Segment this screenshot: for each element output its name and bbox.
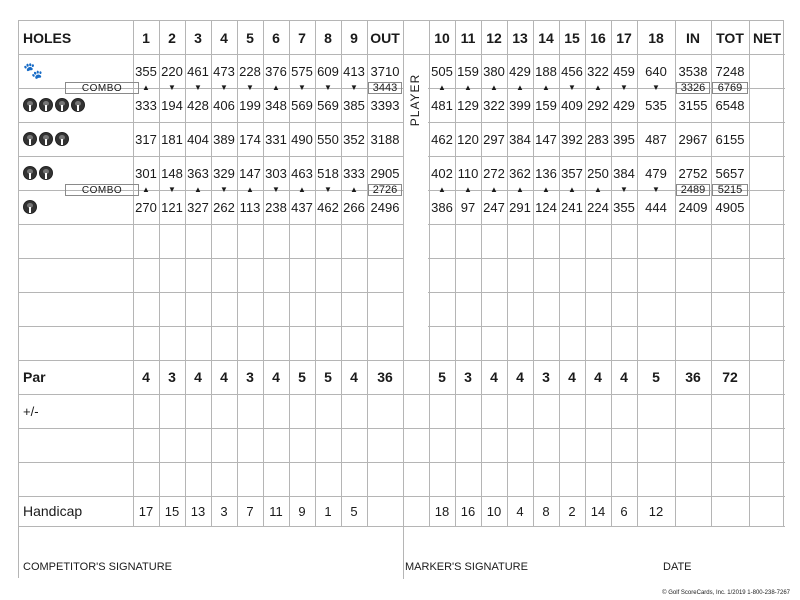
combo-arrow: ▼ (652, 83, 660, 92)
combo-arrow: ▼ (324, 83, 332, 92)
par-value: 4 (568, 369, 576, 385)
yardage: 461 (187, 63, 209, 79)
grid-vline (263, 21, 264, 526)
combo-arrow: ▲ (542, 185, 550, 194)
competitor-signature-label: COMPETITOR'S SIGNATURE (23, 561, 172, 573)
yardage: 250 (587, 165, 609, 181)
handicap-value: 17 (138, 503, 154, 519)
hole-number: 1 (142, 29, 150, 46)
par-in: 36 (685, 369, 701, 385)
yardage: 463 (291, 165, 313, 181)
tot-total: 7248 (715, 63, 745, 79)
yardage: 384 (613, 165, 635, 181)
yardage: 262 (213, 199, 235, 215)
grid-hline (19, 292, 785, 293)
handicap-value: 4 (516, 503, 524, 519)
tee-marker (23, 164, 123, 182)
yardage: 380 (483, 63, 505, 79)
in-header: IN (686, 29, 700, 46)
yardage: 292 (587, 97, 609, 113)
combo-arrow: ▼ (568, 83, 576, 92)
tree-icon (23, 200, 37, 214)
hole-number: 13 (512, 29, 528, 46)
par-value: 4 (516, 369, 524, 385)
combo-arrow: ▲ (350, 185, 358, 194)
yardage: 297 (483, 131, 505, 147)
grid-vline (159, 21, 160, 526)
par-out: 36 (377, 369, 393, 385)
hole-number: 18 (648, 29, 664, 46)
yardage: 406 (213, 97, 235, 113)
tree-icon (55, 98, 69, 112)
combo-arrow: ▲ (298, 185, 306, 194)
hole-number: 11 (460, 29, 476, 46)
grid-vline (367, 21, 368, 526)
hole-number: 17 (616, 29, 632, 46)
yardage: 322 (483, 97, 505, 113)
yardage: 322 (587, 63, 609, 79)
yardage: 333 (135, 97, 157, 113)
yardage: 352 (343, 131, 365, 147)
tree-icon (39, 98, 53, 112)
yardage: 609 (317, 63, 339, 79)
yardage: 329 (213, 165, 235, 181)
bear-paw-icon: 🐾 (23, 63, 43, 80)
combo-arrow: ▼ (620, 83, 628, 92)
yardage: 413 (343, 63, 365, 79)
grid-vline (237, 21, 238, 526)
combo-arrow: ▼ (620, 185, 628, 194)
yardage: 505 (431, 63, 453, 79)
tee-marker (23, 96, 123, 114)
yardage: 399 (509, 97, 531, 113)
yardage: 550 (317, 131, 339, 147)
grid-hline (19, 326, 785, 327)
yardage: 159 (457, 63, 479, 79)
handicap-label: Handicap (23, 503, 83, 519)
yardage: 462 (431, 131, 453, 147)
combo-tot: 6769 (712, 82, 748, 94)
par-value: 5 (324, 369, 332, 385)
yardage: 266 (343, 199, 365, 215)
combo-arrow: ▼ (220, 83, 228, 92)
combo-arrow: ▼ (168, 83, 176, 92)
grid-vline (315, 21, 316, 526)
yardage: 444 (645, 199, 667, 215)
combo-arrow: ▼ (652, 185, 660, 194)
yardage: 110 (457, 165, 479, 181)
yardage: 376 (265, 63, 287, 79)
handicap-value: 1 (324, 503, 332, 519)
grid-vline (185, 21, 186, 526)
yardage: 402 (431, 165, 453, 181)
tot-total: 6548 (715, 97, 745, 113)
grid-vline (711, 21, 712, 526)
combo-arrow: ▲ (464, 185, 472, 194)
grid-vline (533, 21, 534, 526)
yardage: 481 (431, 97, 453, 113)
in-total: 2752 (678, 165, 708, 181)
plus-minus-label: +/- (23, 403, 39, 419)
footer-divider (403, 526, 404, 579)
combo-arrow: ▲ (516, 83, 524, 92)
yardage: 317 (135, 131, 157, 147)
grid-hline (19, 54, 785, 55)
out-total: 3710 (370, 63, 400, 79)
hole-number: 16 (590, 29, 606, 46)
yardage: 389 (213, 131, 235, 147)
handicap-value: 2 (568, 503, 576, 519)
grid-vline (559, 21, 560, 526)
yardage: 301 (135, 165, 157, 181)
out-total: 3188 (370, 131, 400, 147)
handicap-value: 11 (269, 503, 283, 519)
yardage: 362 (509, 165, 531, 181)
combo-in: 2489 (676, 184, 710, 196)
yardage: 147 (535, 131, 557, 147)
marker-signature-label: MARKER'S SIGNATURE (405, 561, 528, 573)
yardage: 459 (613, 63, 635, 79)
yardage: 194 (161, 97, 183, 113)
par-label: Par (23, 369, 46, 385)
par-value: 4 (594, 369, 602, 385)
grid-hline (19, 428, 785, 429)
grid-vline (341, 21, 342, 526)
hole-number: 7 (298, 29, 306, 46)
yardage: 535 (645, 97, 667, 113)
combo-arrow: ▼ (168, 185, 176, 194)
yardage: 348 (265, 97, 287, 113)
grid-vline (481, 21, 482, 526)
handicap-value: 16 (460, 503, 476, 519)
yardage: 385 (343, 97, 365, 113)
yardage: 241 (561, 199, 583, 215)
yardage: 247 (483, 199, 505, 215)
handicap-value: 15 (164, 503, 180, 519)
yardage: 437 (291, 199, 313, 215)
par-value: 4 (194, 369, 202, 385)
out-total: 2496 (370, 199, 400, 215)
combo-arrow: ▲ (594, 185, 602, 194)
yardage: 429 (613, 97, 635, 113)
yardage: 333 (343, 165, 365, 181)
grid-vline (507, 21, 508, 526)
net-header: NET (753, 29, 781, 46)
tee-marker (23, 198, 123, 216)
in-total: 3155 (678, 97, 708, 113)
player-label: PLAYER (408, 73, 422, 127)
yardage: 147 (239, 165, 261, 181)
yardage: 224 (587, 199, 609, 215)
tree-icon (55, 132, 69, 146)
yardage: 136 (535, 165, 557, 181)
yardage: 174 (239, 131, 261, 147)
handicap-value: 7 (246, 503, 254, 519)
hole-number: 5 (246, 29, 254, 46)
tree-icon (23, 132, 37, 146)
yardage: 429 (509, 63, 531, 79)
yardage: 270 (135, 199, 157, 215)
yardage: 148 (161, 165, 183, 181)
yardage: 283 (587, 131, 609, 147)
yardage: 113 (239, 199, 261, 215)
yardage: 331 (265, 131, 287, 147)
handicap-value: 9 (298, 503, 306, 519)
combo-arrow: ▲ (142, 185, 150, 194)
yardage: 384 (509, 131, 531, 147)
yardage: 473 (213, 63, 235, 79)
tree-icon (23, 166, 37, 180)
par-value: 3 (542, 369, 550, 385)
tot-total: 4905 (715, 199, 745, 215)
yardage: 575 (291, 63, 313, 79)
hole-number: 14 (538, 29, 554, 46)
par-value: 4 (490, 369, 498, 385)
handicap-value: 14 (590, 503, 606, 519)
in-total: 3538 (678, 63, 708, 79)
tree-icon (71, 98, 85, 112)
copyright-text: © Golf ScoreCards, Inc. 1/2019 1-800-238-7267 (662, 590, 790, 596)
tot-total: 6155 (715, 131, 745, 147)
combo-out: 2726 (368, 184, 402, 196)
combo-arrow: ▲ (594, 83, 602, 92)
yardage: 199 (239, 97, 261, 113)
par-value: 4 (620, 369, 628, 385)
grid-vline (289, 21, 290, 526)
combo-arrow: ▲ (272, 83, 280, 92)
hole-number: 6 (272, 29, 280, 46)
yardage: 120 (457, 131, 479, 147)
tot-header: TOT (716, 29, 744, 46)
yardage: 327 (187, 199, 209, 215)
grid-hline (19, 258, 785, 259)
grid-vline (211, 21, 212, 526)
combo-arrow: ▲ (438, 83, 446, 92)
combo-arrow: ▼ (350, 83, 358, 92)
par-value: 4 (272, 369, 280, 385)
yardage: 272 (483, 165, 505, 181)
yardage: 456 (561, 63, 583, 79)
par-tot: 72 (722, 369, 738, 385)
tree-icon (23, 98, 37, 112)
out-total: 2905 (370, 165, 400, 181)
combo-label: COMBO (65, 82, 139, 94)
yardage: 220 (161, 63, 183, 79)
yardage: 228 (239, 63, 261, 79)
yardage: 181 (161, 131, 183, 147)
tot-total: 5657 (715, 165, 745, 181)
combo-arrow: ▲ (490, 83, 498, 92)
combo-arrow: ▼ (272, 185, 280, 194)
combo-arrow: ▲ (142, 83, 150, 92)
yardage: 518 (317, 165, 339, 181)
par-value: 3 (168, 369, 176, 385)
grid-hline (19, 224, 785, 225)
grid-vline (637, 21, 638, 526)
yardage: 121 (161, 199, 183, 215)
yardage: 355 (613, 199, 635, 215)
holes-label: HOLES (23, 29, 72, 46)
grid-vline (675, 21, 676, 526)
handicap-value: 8 (542, 503, 550, 519)
grid-vline (133, 21, 134, 526)
yardage: 428 (187, 97, 209, 113)
yardage: 129 (457, 97, 479, 113)
tee-marker (23, 130, 123, 148)
yardage: 640 (645, 63, 667, 79)
tee-marker (23, 62, 123, 80)
yardage: 303 (265, 165, 287, 181)
tree-icon (39, 132, 53, 146)
hole-number: 8 (324, 29, 332, 46)
hole-number: 3 (194, 29, 202, 46)
yardage: 479 (645, 165, 667, 181)
combo-arrow: ▼ (324, 185, 332, 194)
grid-vline (455, 21, 456, 526)
handicap-value: 10 (486, 503, 502, 519)
yardage: 355 (135, 63, 157, 79)
hole-number: 4 (220, 29, 228, 46)
grid-vline (585, 21, 586, 526)
scorecard (18, 20, 784, 578)
hole-number: 12 (486, 29, 502, 46)
par-value: 4 (350, 369, 358, 385)
handicap-value: 6 (620, 503, 628, 519)
par-value: 5 (438, 369, 446, 385)
grid-vline (611, 21, 612, 526)
handicap-value: 13 (190, 503, 206, 519)
par-value: 4 (220, 369, 228, 385)
grid-hline (19, 462, 785, 463)
yardage: 487 (645, 131, 667, 147)
combo-arrow: ▲ (194, 185, 202, 194)
yardage: 124 (535, 199, 557, 215)
hole-number: 2 (168, 29, 176, 46)
yardage: 569 (317, 97, 339, 113)
combo-arrow: ▲ (438, 185, 446, 194)
combo-out: 3443 (368, 82, 402, 94)
yardage: 386 (431, 199, 453, 215)
in-total: 2409 (678, 199, 708, 215)
date-label: DATE (663, 561, 692, 573)
handicap-value: 3 (220, 503, 228, 519)
out-total: 3393 (370, 97, 400, 113)
out-header: OUT (370, 29, 400, 46)
yardage: 395 (613, 131, 635, 147)
combo-arrow: ▼ (298, 83, 306, 92)
par-value: 4 (142, 369, 150, 385)
hole-number: 10 (434, 29, 450, 46)
combo-arrow: ▲ (542, 83, 550, 92)
handicap-value: 12 (648, 503, 664, 519)
combo-arrow: ▲ (490, 185, 498, 194)
combo-arrow: ▼ (246, 83, 254, 92)
grid-hline (19, 394, 785, 395)
grid-hline (19, 122, 785, 123)
par-value: 5 (652, 369, 660, 385)
yardage: 357 (561, 165, 583, 181)
yardage: 490 (291, 131, 313, 147)
yardage: 392 (561, 131, 583, 147)
par-value: 3 (464, 369, 472, 385)
combo-arrow: ▼ (220, 185, 228, 194)
in-total: 2967 (678, 131, 708, 147)
par-value: 3 (246, 369, 254, 385)
yardage: 569 (291, 97, 313, 113)
combo-in: 3326 (676, 82, 710, 94)
par-value: 5 (298, 369, 306, 385)
yardage: 404 (187, 131, 209, 147)
grid-hline (19, 156, 785, 157)
combo-arrow: ▲ (464, 83, 472, 92)
yardage: 462 (317, 199, 339, 215)
tree-icon (39, 166, 53, 180)
yardage: 238 (265, 199, 287, 215)
hole-number: 15 (564, 29, 580, 46)
combo-arrow: ▼ (194, 83, 202, 92)
yardage: 159 (535, 97, 557, 113)
combo-tot: 5215 (712, 184, 748, 196)
yardage: 409 (561, 97, 583, 113)
grid-vline (749, 21, 750, 526)
combo-arrow: ▲ (568, 185, 576, 194)
combo-arrow: ▲ (246, 185, 254, 194)
handicap-value: 18 (434, 503, 450, 519)
hole-number: 9 (350, 29, 358, 46)
combo-arrow: ▲ (516, 185, 524, 194)
yardage: 97 (460, 199, 476, 215)
yardage: 188 (535, 63, 557, 79)
grid-vline (429, 21, 430, 526)
yardage: 363 (187, 165, 209, 181)
combo-label: COMBO (65, 184, 139, 196)
handicap-value: 5 (350, 503, 358, 519)
yardage: 291 (509, 199, 531, 215)
